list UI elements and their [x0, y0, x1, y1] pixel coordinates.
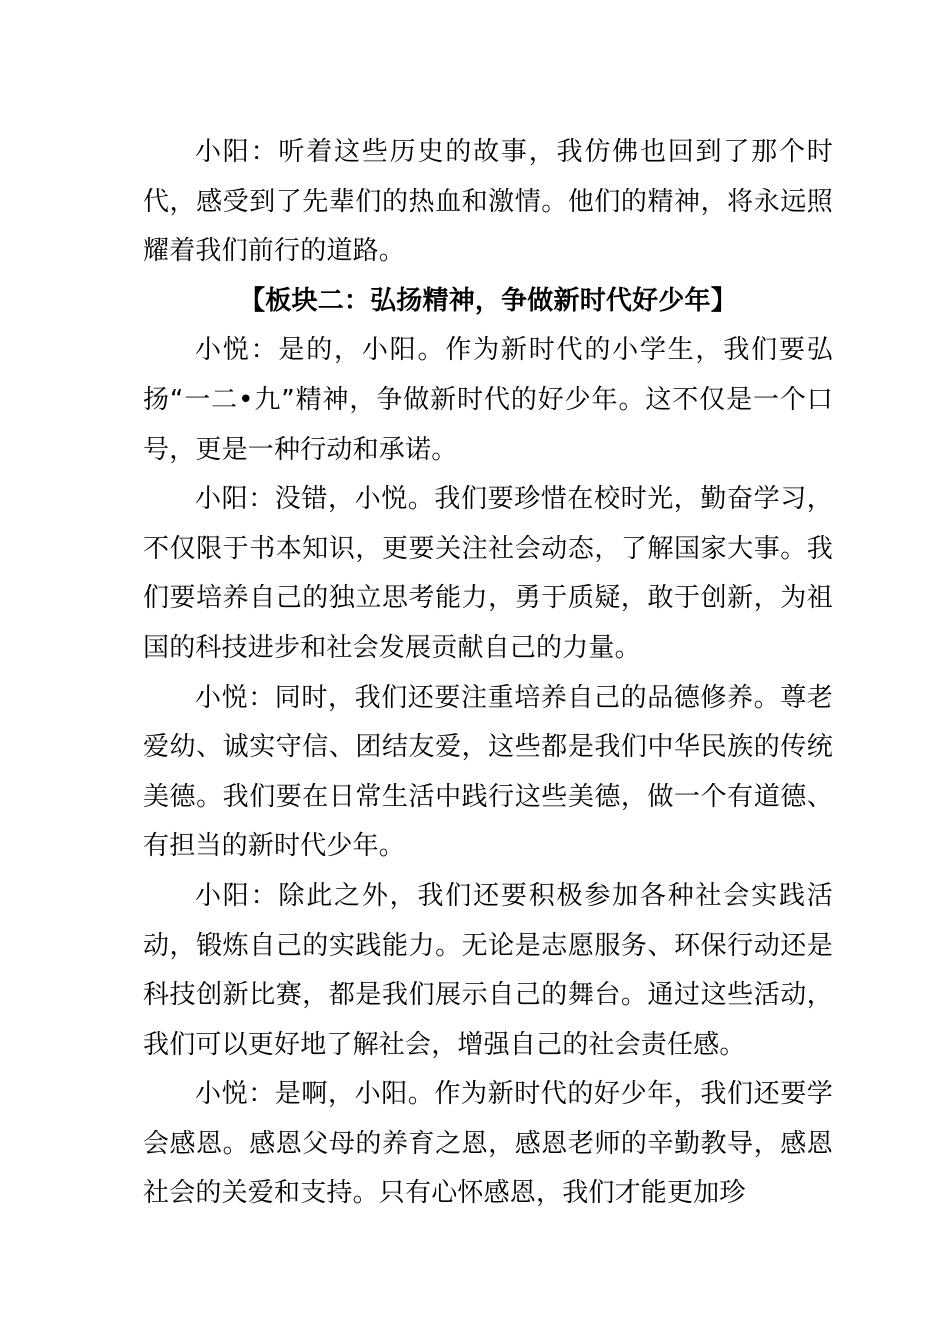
dialogue-paragraph: 小悦：是啊，小阳。作为新时代的好少年，我们还要学会感恩。感恩父母的养育之恩，感恩老师的辛勤教导，感恩社会的关爱和支持。只有心怀感恩，我们才能更加珍	[143, 1079, 833, 1209]
dialogue-paragraph: 小阳：听着这些历史的故事，我仿佛也回到了那个时代，感受到了先辈们的热血和激情。他们的精神，将永远照耀着我们前行的道路。	[143, 137, 833, 267]
dialogue-paragraph: 小悦：同时，我们还要注重培养自己的品德修养。尊老爱幼、诚实守信、团结友爱，这些都是我们中华民族的传统美德。我们要在日常生活中践行这些美德，做一个有道德、有担当的新时代少年。	[143, 682, 833, 862]
dialogue-paragraph: 小阳：除此之外，我们还要积极参加各种社会实践活动，锻炼自己的实践能力。无论是志愿服务、环保行动还是科技创新比赛，都是我们展示自己的舞台。通过这些活动，我们可以更好地了解社会，增强自己的社会责任感。	[143, 880, 833, 1060]
dialogue-paragraph: 小悦：是的，小阳。作为新时代的小学生，我们要弘扬“一二•九”精神，争做新时代的好少年。这不仅是一个口号，更是一种行动和承诺。	[143, 335, 833, 465]
section-heading: 【板块二：弘扬精神，争做新时代好少年】	[239, 285, 737, 316]
dialogue-paragraph: 小阳：没错，小悦。我们要珍惜在校时光，勤奋学习，不仅限于书本知识，更要关注社会动态，了解国家大事。我们要培养自己的独立思考能力，勇于质疑，敢于创新，为祖国的科技进步和社会发展贡献自己的力量。	[143, 484, 833, 663]
document-body	[143, 128, 833, 1219]
